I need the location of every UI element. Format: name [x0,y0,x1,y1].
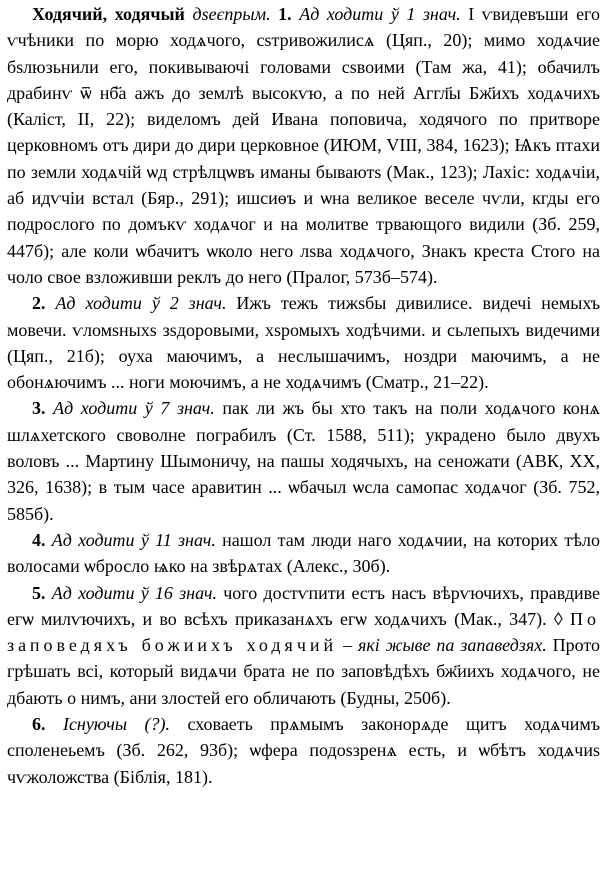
sense-text: Ижъ тежъ тижѕбы дивилисе. видечі немыхъ мовечи. ѵломѕныхѕ зѕдоровыми, хѕромыхъ ходѣчими. и сьлепыхъ видечими (Цяп., 21б); оуха маючимъ, а неслышачимъ, ноздри маючимъ, а не обонѧючимъ ... ноги моючимъ, а не ходѧчимъ (Сматр., 21–22). [7,293,600,393]
dictionary-entry-sense-5 [7,580,600,711]
part-of-speech: дѕеєпрым. [192,4,271,24]
dictionary-entry-sense-6 [7,711,600,790]
phrase-gloss: – які жыве па запаведзях. [343,635,547,656]
sense-text: пак ли жъ бы хто такъ на поли ходѧчого конѧ шлѧхетского своволне пограбилъ (Ст. 1588, 511); украдено было двухъ воловъ ... Мартину Шымоничу, на пашы ходячыхъ, на сеножати (АВК, XX, 326, 1638); в тым часе аравитин ... ѡбачыл ѡсла самопас ходѧчог (Зб. 752, 585б). [7,398,600,524]
sense-text: Прото грѣшать всі, который видѧчи брата не по заповѣдѣхъ бж҃иихъ ходѧчого, не дбають о нимъ, ани злостей его обличають (Будны, 250б). [7,635,601,708]
sense-number: 2. [32,293,46,314]
dictionary-entry-sense-1 [7,1,600,290]
dictionary-entry-sense-2 [7,290,600,395]
sense-number: 3. [32,398,46,419]
sense-text: нашол там люди наго ходѧчии, на которих тѣло волосами ѡбросло ѩко на звѣрѧтах (Алекс., 30б). [7,529,601,577]
sense-label: Ад ходити ў 7 знач. [53,398,215,419]
dictionary-entry-sense-3 [7,395,600,526]
sense-label: Існуючы (?). [62,714,171,735]
phraseological-unit: По заповедяхъ божиихъ ходячий [7,608,600,656]
dictionary-entry-sense-4 [7,527,600,580]
sense-label: Ад ходити ў 11 знач. [51,529,216,550]
entry-headword: Ходячий, ходячый [32,4,185,24]
sense-text: чого достѵпити естъ насъ вѣрѵючихъ, правдиве егѡ милѵючихъ, и во всѣхъ приказанѧхъ егѡ ходѧчихъ (Мак., 347). ◊ [7,582,600,629]
sense-label: Ад ходити ў 2 знач. [55,293,227,314]
sense-text: сховаеть прѧмымъ законорѧде щитъ ходѧчимъ споленеьемъ (Зб. 262, 93б); ѡфера подоѕзренѧ есть, и ѡбѣтъ ходѧчиѕ чѵжоложства (Біблія, 181). [7,714,601,787]
sense-number: 4. [32,529,46,550]
sense-text: І ѵвидевъши его ѵчѣники по морю ходѧчого, сѕтривожилисѧ (Цяп., 20); мимо ходѧчие бѕлюзьнили его, покивываючі головами сѕвоими (Там жа, 41); обачилъ драбинѵ ѿ нб҃а ажъ до землѣ высокѵю, а по ней Аггл҃ы Бж҃ихъ ходѧчихъ (Каліст, II, 22); виделомъ дей Ивана поповича, ходячого по притворе церковномъ отъ дири до дири церковное (ИЮМ, VIII, 384, 1623); Ѩкъ птахи по земли ходѧчій ѡд стрѣлцѡвъ иманы бываютѕ (Мак., 123); Лахіс: ходѧчіи, аб идѵчіи встал (Бяр., 291); ишсиѳъ и ѡна великое веселе чѵли, кгды его подрослого по домъкѵ ходѧчог и на молитве трвающого видили (Зб. 259, 447б); але коли ѡбачитъ ѡколо него лѕва ходѧчого, Знакъ креста Стого на чоло свое взложивши реклъ до него (Пралог, 573б–574). [7,4,600,287]
sense-label: Ад ходити ў 16 знач. [51,582,217,603]
sense-number: 5. [32,582,46,603]
sense-number: 6. [32,714,46,735]
sense-label: Ад ходити ў 1 знач. [299,4,461,24]
sense-number: 1. [278,4,292,24]
